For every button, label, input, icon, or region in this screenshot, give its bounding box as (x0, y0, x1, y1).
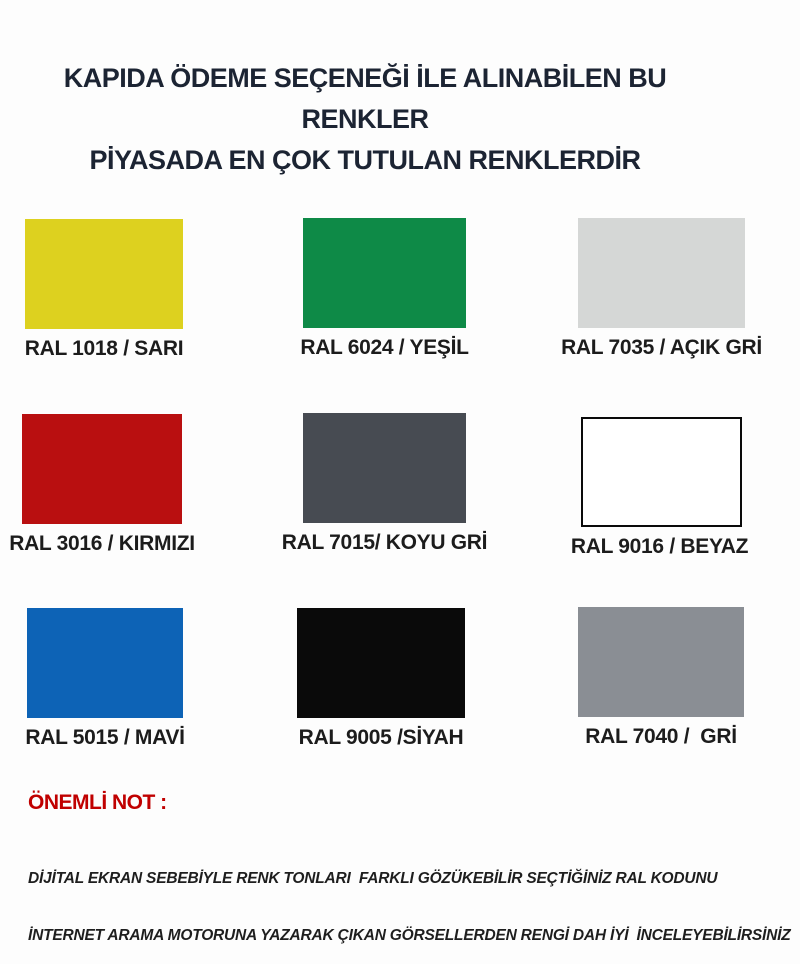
swatch-ral-9005-siyah (297, 608, 465, 718)
swatch-ral-7040-gri (578, 607, 744, 717)
swatch-label: RAL 7040 / GRİ (585, 725, 737, 748)
title-line-2: PİYASADA EN ÇOK TUTULAN RENKLERDİR (89, 145, 641, 175)
swatch-ral-3016-kirmizi (22, 414, 182, 524)
swatch-label: RAL 1018 / SARI (24, 337, 184, 360)
swatch-ral-7015-koyu-gri (303, 413, 466, 523)
note-line-2: İNTERNET ARAMA MOTORUNA YAZARAK ÇIKAN GÖRSELLERDEN RENGİ DAH İYİ İNCELEYEBİLİRSİNİZ (28, 927, 791, 944)
color-swatch-cell (578, 607, 744, 748)
swatch-label: RAL 7035 / AÇIK GRİ (561, 336, 762, 359)
color-swatch-cell (24, 219, 184, 360)
swatch-ral-9016-beyaz (581, 417, 742, 527)
swatch-ral-5015-mavi (27, 608, 183, 718)
color-swatch-cell (9, 414, 195, 555)
swatch-ral-6024-yesil (303, 218, 466, 328)
swatch-ral-1018-sari (25, 219, 183, 329)
color-swatch-cell (300, 218, 469, 359)
swatch-ral-7035-acik-gri (578, 218, 745, 328)
note-heading: ÖNEMLİ NOT : (28, 791, 167, 814)
swatch-label: RAL 3016 / KIRMIZI (9, 532, 195, 555)
swatch-label: RAL 5015 / MAVİ (25, 726, 185, 749)
swatch-label: RAL 6024 / YEŞİL (300, 336, 469, 359)
color-swatch-cell (297, 608, 465, 749)
color-swatch-cell (25, 608, 185, 749)
swatch-label: RAL 7015/ KOYU GRİ (281, 531, 488, 554)
title-line-1: KAPIDA ÖDEME SEÇENEĞİ İLE ALINABİLEN BU RENKLER (63, 63, 667, 134)
note-text (28, 831, 791, 964)
color-swatch-cell (281, 413, 488, 554)
note-line-1: DİJİTAL EKRAN SEBEBİYLE RENK TONLARI FARKLI GÖZÜKEBİLİR SEÇTİĞİNİZ RAL KODUNU (28, 870, 718, 887)
color-swatch-cell (570, 417, 749, 558)
swatch-label: RAL 9005 /SİYAH (298, 726, 464, 749)
swatch-label: RAL 9016 / BEYAZ (570, 535, 749, 558)
color-swatch-cell (561, 218, 762, 359)
